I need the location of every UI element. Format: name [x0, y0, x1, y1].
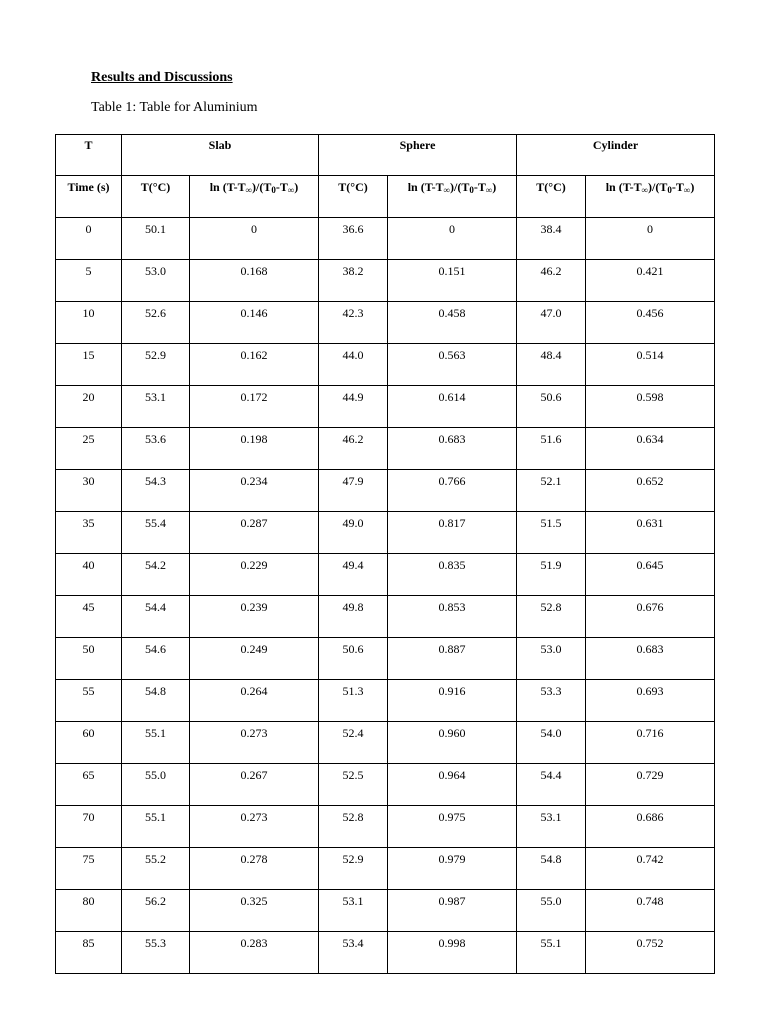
table-row	[56, 470, 715, 512]
slab-temp-cell: 53.6	[122, 428, 190, 470]
ln-header-text: ln (T-T	[605, 180, 642, 194]
time-cell: 30	[56, 470, 122, 512]
time-cell: 20	[56, 386, 122, 428]
ln-header-text: )/(T	[252, 180, 272, 194]
slab-ln-cell: 0.267	[190, 764, 319, 806]
cylinder-temp-cell: 55.1	[517, 932, 586, 974]
slab-ln-cell: 0.278	[190, 848, 319, 890]
cylinder-temp-cell: 51.6	[517, 428, 586, 470]
sphere-temp-cell: 46.2	[319, 428, 388, 470]
ln-header-subscript: ∞	[641, 185, 649, 195]
ln-header-text: )/(T	[450, 180, 470, 194]
cylinder-temp-cell: 55.0	[517, 890, 586, 932]
cylinder-ln-cell: 0	[586, 218, 715, 260]
slab-ln-cell: 0.198	[190, 428, 319, 470]
sphere-temp-cell: 52.5	[319, 764, 388, 806]
table-row	[56, 596, 715, 638]
cylinder-ln-cell: 0.598	[586, 386, 715, 428]
sphere-temp-cell: 36.6	[319, 218, 388, 260]
slab-temp-cell: 55.3	[122, 932, 190, 974]
time-cell: 15	[56, 344, 122, 386]
slab-temp-cell: 55.4	[122, 512, 190, 554]
cylinder-temp-cell: 46.2	[517, 260, 586, 302]
slab-temp-cell: 53.1	[122, 386, 190, 428]
sphere-temp-cell: 44.9	[319, 386, 388, 428]
sphere-temp-cell: 53.4	[319, 932, 388, 974]
time-cell: 5	[56, 260, 122, 302]
ln-header-text: )	[690, 180, 695, 194]
time-cell: 70	[56, 806, 122, 848]
sphere-ln-cell: 0.975	[388, 806, 517, 848]
table-row	[56, 218, 715, 260]
table-row	[56, 554, 715, 596]
header-sphere-temp: T(°C)	[319, 176, 388, 218]
aluminium-table	[55, 134, 715, 974]
time-cell: 25	[56, 428, 122, 470]
time-cell: 35	[56, 512, 122, 554]
header-sphere-ln	[388, 176, 517, 218]
ln-header-subscript: ∞	[485, 185, 493, 195]
slab-ln-cell: 0.249	[190, 638, 319, 680]
table-row	[56, 722, 715, 764]
header-slab-temp: T(°C)	[122, 176, 190, 218]
slab-ln-cell: 0.229	[190, 554, 319, 596]
table-row	[56, 386, 715, 428]
sphere-ln-cell: 0.835	[388, 554, 517, 596]
slab-temp-cell: 55.0	[122, 764, 190, 806]
cylinder-ln-cell: 0.683	[586, 638, 715, 680]
table-row	[56, 764, 715, 806]
slab-ln-cell: 0.273	[190, 722, 319, 764]
slab-ln-cell: 0.273	[190, 806, 319, 848]
slab-ln-cell: 0.168	[190, 260, 319, 302]
slab-ln-cell: 0.162	[190, 344, 319, 386]
cylinder-temp-cell: 52.1	[517, 470, 586, 512]
cylinder-ln-cell: 0.693	[586, 680, 715, 722]
sphere-ln-cell: 0.458	[388, 302, 517, 344]
sphere-ln-cell: 0.916	[388, 680, 517, 722]
sphere-ln-cell: 0.964	[388, 764, 517, 806]
ln-header-text: )	[294, 180, 299, 194]
section-heading: Results and Discussions	[91, 70, 233, 85]
sphere-temp-cell: 38.2	[319, 260, 388, 302]
header-slab-ln	[190, 176, 319, 218]
sphere-temp-cell: 47.9	[319, 470, 388, 512]
slab-temp-cell: 55.2	[122, 848, 190, 890]
cylinder-temp-cell: 52.8	[517, 596, 586, 638]
slab-temp-cell: 54.4	[122, 596, 190, 638]
header-sphere: Sphere	[319, 135, 517, 176]
cylinder-temp-cell: 50.6	[517, 386, 586, 428]
ln-header-subscript: 0	[667, 185, 672, 195]
table-row	[56, 638, 715, 680]
cylinder-temp-cell: 51.9	[517, 554, 586, 596]
time-cell: 10	[56, 302, 122, 344]
sphere-ln-cell: 0.979	[388, 848, 517, 890]
ln-header-subscript: ∞	[683, 185, 691, 195]
ln-header-text: )/(T	[648, 180, 668, 194]
sphere-ln-cell: 0.151	[388, 260, 517, 302]
header-cylinder-temp: T(°C)	[517, 176, 586, 218]
sphere-ln-cell: 0.766	[388, 470, 517, 512]
header-t: T	[56, 135, 122, 176]
slab-ln-cell: 0.287	[190, 512, 319, 554]
slab-temp-cell: 55.1	[122, 722, 190, 764]
header-time: Time (s)	[56, 176, 122, 218]
slab-temp-cell: 56.2	[122, 890, 190, 932]
cylinder-ln-cell: 0.456	[586, 302, 715, 344]
table-row	[56, 806, 715, 848]
cylinder-temp-cell: 51.5	[517, 512, 586, 554]
cylinder-temp-cell: 53.3	[517, 680, 586, 722]
slab-temp-cell: 54.2	[122, 554, 190, 596]
sphere-ln-cell: 0.817	[388, 512, 517, 554]
time-cell: 85	[56, 932, 122, 974]
cylinder-ln-cell: 0.421	[586, 260, 715, 302]
slab-ln-cell: 0.325	[190, 890, 319, 932]
cylinder-ln-cell: 0.729	[586, 764, 715, 806]
slab-temp-cell: 52.6	[122, 302, 190, 344]
slab-temp-cell: 54.6	[122, 638, 190, 680]
sphere-temp-cell: 52.4	[319, 722, 388, 764]
cylinder-ln-cell: 0.748	[586, 890, 715, 932]
cylinder-temp-cell: 47.0	[517, 302, 586, 344]
cylinder-temp-cell: 48.4	[517, 344, 586, 386]
cylinder-ln-cell: 0.514	[586, 344, 715, 386]
sphere-temp-cell: 52.8	[319, 806, 388, 848]
time-cell: 40	[56, 554, 122, 596]
slab-temp-cell: 53.0	[122, 260, 190, 302]
sub-header-row	[56, 176, 715, 218]
ln-header-text: -T	[275, 180, 288, 194]
slab-ln-cell: 0.172	[190, 386, 319, 428]
slab-temp-cell: 54.8	[122, 680, 190, 722]
table-row	[56, 848, 715, 890]
slab-ln-cell: 0.239	[190, 596, 319, 638]
ln-header-text: -T	[473, 180, 486, 194]
slab-ln-cell: 0.264	[190, 680, 319, 722]
time-cell: 45	[56, 596, 122, 638]
sphere-ln-cell: 0.614	[388, 386, 517, 428]
table-body	[56, 218, 715, 974]
sphere-temp-cell: 53.1	[319, 890, 388, 932]
sphere-temp-cell: 49.8	[319, 596, 388, 638]
table-row	[56, 344, 715, 386]
slab-ln-cell: 0.283	[190, 932, 319, 974]
slab-ln-cell: 0	[190, 218, 319, 260]
cylinder-temp-cell: 54.4	[517, 764, 586, 806]
slab-ln-cell: 0.234	[190, 470, 319, 512]
cylinder-temp-cell: 38.4	[517, 218, 586, 260]
table-row	[56, 932, 715, 974]
sphere-temp-cell: 52.9	[319, 848, 388, 890]
sphere-ln-cell: 0.853	[388, 596, 517, 638]
header-slab: Slab	[122, 135, 319, 176]
sphere-ln-cell: 0	[388, 218, 517, 260]
sphere-ln-cell: 0.960	[388, 722, 517, 764]
ln-header-subscript: ∞	[443, 185, 451, 195]
ln-header-subscript: ∞	[245, 185, 253, 195]
header-cylinder-ln	[586, 176, 715, 218]
slab-temp-cell: 50.1	[122, 218, 190, 260]
slab-temp-cell: 55.1	[122, 806, 190, 848]
cylinder-ln-cell: 0.634	[586, 428, 715, 470]
cylinder-ln-cell: 0.686	[586, 806, 715, 848]
cylinder-ln-cell: 0.676	[586, 596, 715, 638]
time-cell: 55	[56, 680, 122, 722]
ln-header-text: ln (T-T	[209, 180, 246, 194]
sphere-temp-cell: 44.0	[319, 344, 388, 386]
sphere-ln-cell: 0.887	[388, 638, 517, 680]
cylinder-ln-cell: 0.716	[586, 722, 715, 764]
header-cylinder: Cylinder	[517, 135, 715, 176]
ln-header-text: )	[492, 180, 497, 194]
ln-header-subscript: 0	[271, 185, 276, 195]
cylinder-temp-cell: 54.0	[517, 722, 586, 764]
slab-temp-cell: 52.9	[122, 344, 190, 386]
table-row	[56, 302, 715, 344]
cylinder-ln-cell: 0.742	[586, 848, 715, 890]
sphere-ln-cell: 0.998	[388, 932, 517, 974]
slab-temp-cell: 54.3	[122, 470, 190, 512]
table-row	[56, 260, 715, 302]
time-cell: 65	[56, 764, 122, 806]
table-row	[56, 680, 715, 722]
sphere-ln-cell: 0.987	[388, 890, 517, 932]
table-caption: Table 1: Table for Aluminium	[91, 100, 258, 115]
cylinder-temp-cell: 53.0	[517, 638, 586, 680]
ln-header-text: -T	[671, 180, 684, 194]
sphere-temp-cell: 42.3	[319, 302, 388, 344]
sphere-ln-cell: 0.683	[388, 428, 517, 470]
cylinder-temp-cell: 53.1	[517, 806, 586, 848]
time-cell: 60	[56, 722, 122, 764]
ln-header-subscript: ∞	[287, 185, 295, 195]
cylinder-ln-cell: 0.652	[586, 470, 715, 512]
time-cell: 0	[56, 218, 122, 260]
cylinder-ln-cell: 0.645	[586, 554, 715, 596]
cylinder-ln-cell: 0.631	[586, 512, 715, 554]
time-cell: 80	[56, 890, 122, 932]
ln-header-subscript: 0	[469, 185, 474, 195]
table-row	[56, 512, 715, 554]
sphere-temp-cell: 50.6	[319, 638, 388, 680]
time-cell: 75	[56, 848, 122, 890]
sphere-temp-cell: 51.3	[319, 680, 388, 722]
time-cell: 50	[56, 638, 122, 680]
table-row	[56, 890, 715, 932]
sphere-ln-cell: 0.563	[388, 344, 517, 386]
cylinder-temp-cell: 54.8	[517, 848, 586, 890]
group-header-row	[56, 135, 715, 176]
cylinder-ln-cell: 0.752	[586, 932, 715, 974]
slab-ln-cell: 0.146	[190, 302, 319, 344]
ln-header-text: ln (T-T	[407, 180, 444, 194]
sphere-temp-cell: 49.4	[319, 554, 388, 596]
sphere-temp-cell: 49.0	[319, 512, 388, 554]
table-row	[56, 428, 715, 470]
